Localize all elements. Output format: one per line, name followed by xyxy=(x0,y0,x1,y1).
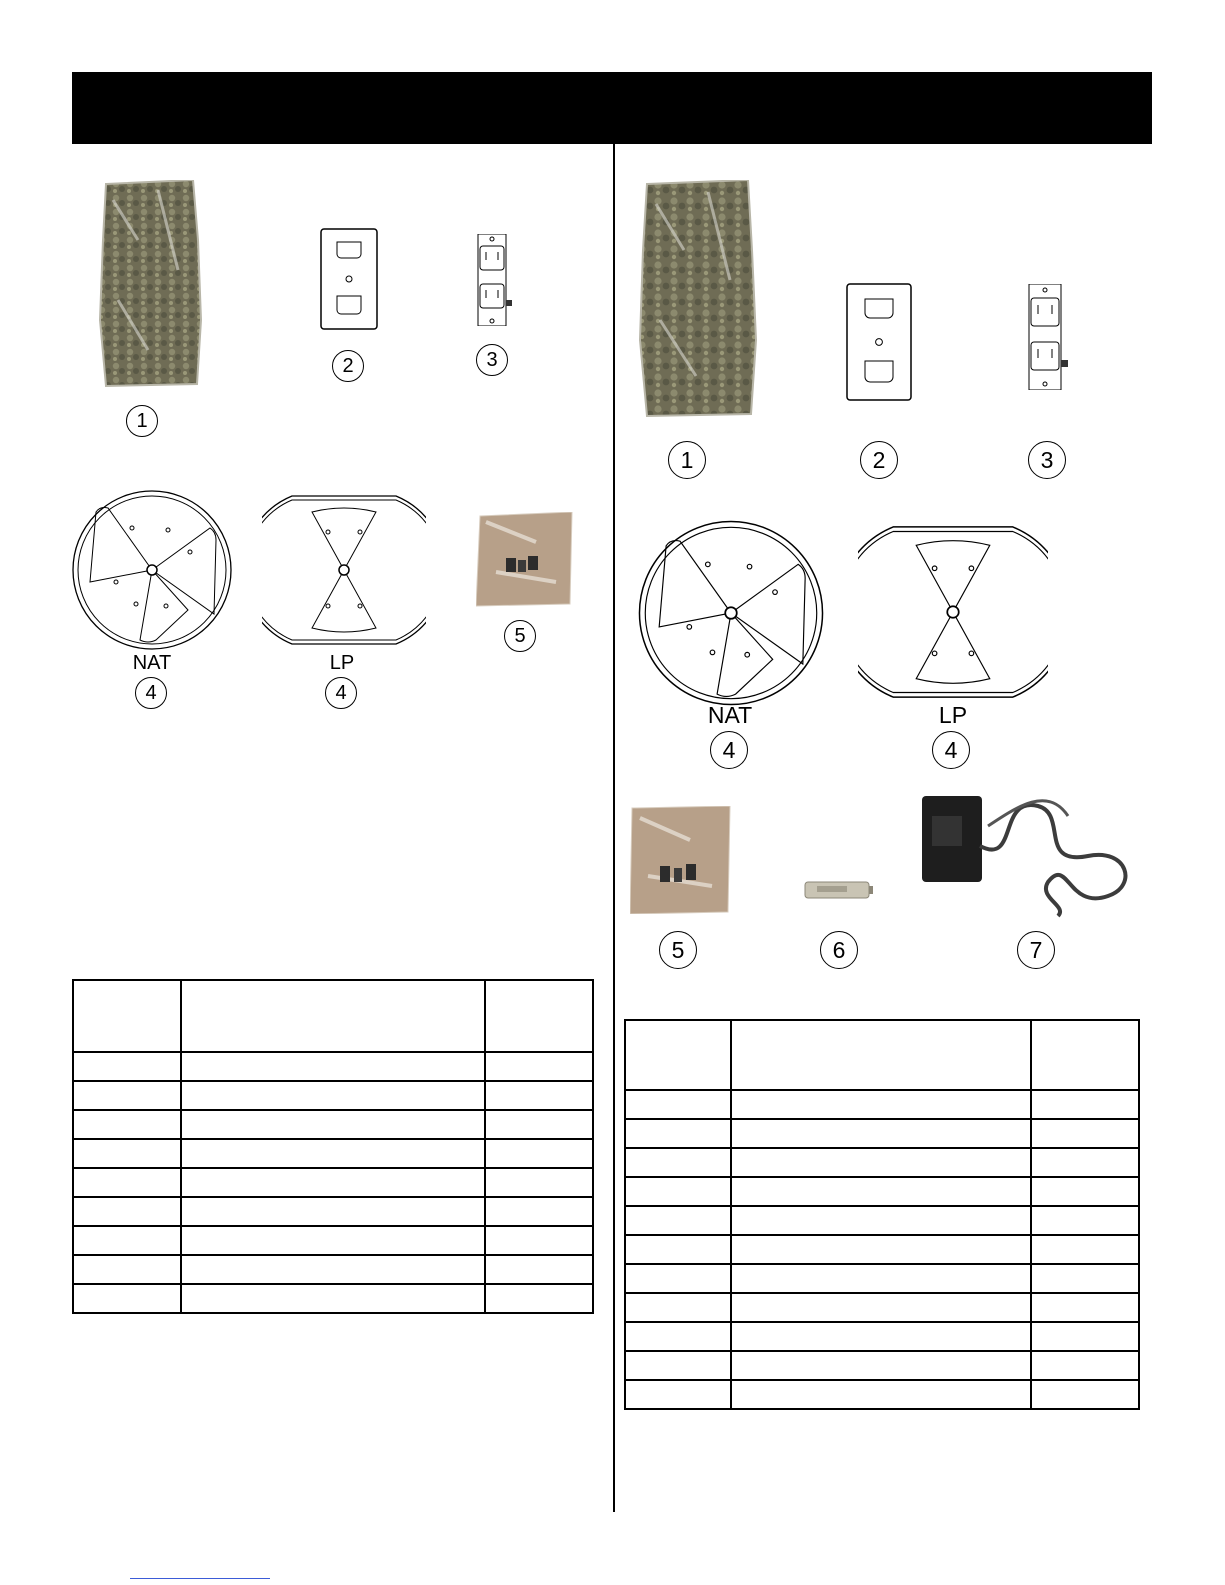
table-row xyxy=(625,1090,1139,1119)
callout-3: 3 xyxy=(1028,441,1066,479)
callout-1: 1 xyxy=(668,441,706,479)
table-row xyxy=(625,1206,1139,1235)
outlet-cover-plate-image xyxy=(320,228,378,330)
table-row xyxy=(73,1139,593,1168)
hardware-bag-image xyxy=(630,806,732,914)
lp-orifice-plate-image xyxy=(858,520,1048,704)
callout-4-nat: 4 xyxy=(710,731,748,769)
table-header-row xyxy=(625,1020,1139,1090)
table-row xyxy=(73,1284,593,1313)
nat-label: NAT xyxy=(132,652,172,674)
table-row xyxy=(73,1110,593,1139)
column-divider xyxy=(613,144,615,1512)
footer-link-underline[interactable] xyxy=(130,1578,270,1579)
callout-6: 6 xyxy=(820,931,858,969)
table-row xyxy=(625,1322,1139,1351)
header-bar xyxy=(72,72,1152,144)
callout-3: 3 xyxy=(476,344,508,376)
table-row xyxy=(625,1119,1139,1148)
table-row xyxy=(625,1351,1139,1380)
callout-4-lp: 4 xyxy=(932,731,970,769)
nat-orifice-plate-image xyxy=(70,488,234,652)
lp-label: LP xyxy=(329,652,355,674)
table-row xyxy=(73,1168,593,1197)
table-row xyxy=(625,1235,1139,1264)
nat-label: NAT xyxy=(707,702,753,728)
callout-1: 1 xyxy=(126,405,158,437)
nat-orifice-plate-image xyxy=(636,518,826,708)
lp-label: LP xyxy=(938,702,968,728)
table-row xyxy=(73,1255,593,1284)
hardware-bag-image xyxy=(476,512,574,608)
table-row xyxy=(625,1293,1139,1322)
table-row xyxy=(73,1197,593,1226)
callout-5: 5 xyxy=(659,931,697,969)
table-header-row xyxy=(73,980,593,1052)
callout-5: 5 xyxy=(504,620,536,652)
callout-4-nat: 4 xyxy=(135,677,167,709)
outlet-cover-plate-image xyxy=(846,283,912,401)
battery-image xyxy=(803,878,875,902)
media-bag-image xyxy=(638,180,758,420)
right-parts-table xyxy=(624,1019,1140,1410)
table-row xyxy=(625,1380,1139,1409)
table-row xyxy=(625,1264,1139,1293)
left-parts-table xyxy=(72,979,594,1314)
table-row xyxy=(73,1226,593,1255)
lp-orifice-plate-image xyxy=(262,490,426,650)
callout-4-lp: 4 xyxy=(325,677,357,709)
table-row xyxy=(73,1081,593,1110)
callout-7: 7 xyxy=(1017,931,1055,969)
media-bag-image xyxy=(98,180,203,388)
callout-2: 2 xyxy=(332,350,364,382)
ac-adapter-image xyxy=(918,786,1140,922)
table-row xyxy=(625,1148,1139,1177)
callout-2: 2 xyxy=(860,441,898,479)
table-row xyxy=(73,1052,593,1081)
table-row xyxy=(625,1177,1139,1206)
duplex-receptacle-image xyxy=(1025,284,1073,390)
duplex-receptacle-image xyxy=(474,234,514,326)
